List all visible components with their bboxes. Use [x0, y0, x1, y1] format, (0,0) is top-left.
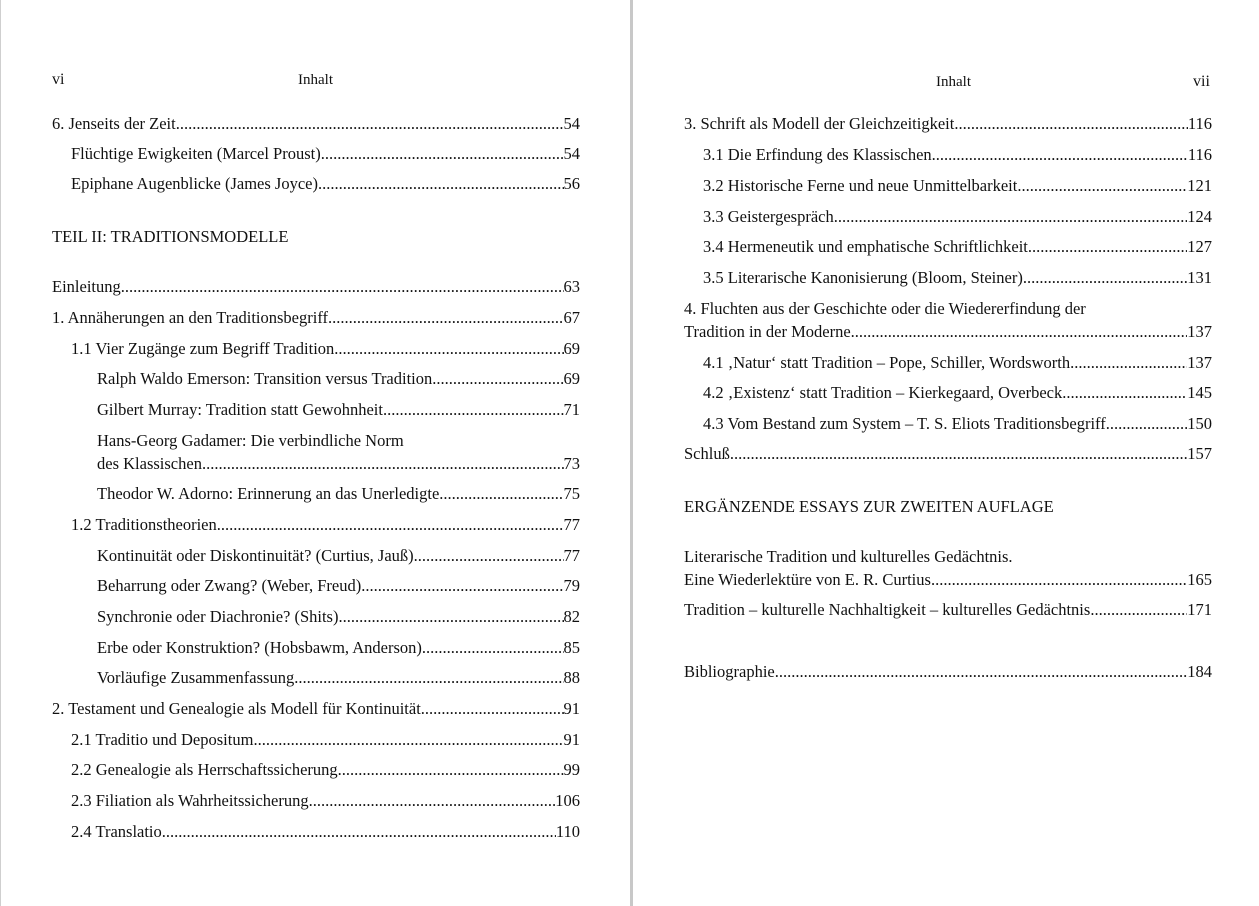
leader-dots — [1106, 413, 1187, 436]
right-page — [633, 0, 1259, 906]
toc-entry-title: Kontinuität oder Diskontinuität? (Curtius, Jauß) — [97, 546, 414, 565]
leader-dots — [931, 569, 1187, 592]
toc-entry[interactable] — [71, 821, 580, 844]
toc-entry-page: 69 — [563, 339, 580, 358]
toc-entry[interactable] — [71, 759, 580, 782]
leader-dots — [439, 483, 563, 506]
leader-dots — [775, 661, 1188, 684]
toc-entry-page: 131 — [1187, 268, 1212, 287]
toc-entry-page: 85 — [563, 638, 580, 657]
toc-entry-page: 79 — [563, 576, 580, 595]
toc-entry-page: 63 — [563, 277, 580, 296]
toc-entry[interactable] — [97, 606, 580, 629]
toc-entry-page: 73 — [563, 453, 580, 473]
toc-entry-page: 127 — [1187, 237, 1212, 256]
page-number: vi — [52, 71, 65, 88]
toc-entry-title: 3.5 Literarische Kanonisierung (Bloom, Steiner) — [703, 268, 1023, 287]
toc-entry-title: Vorläufige Zusammenfassung — [97, 668, 295, 687]
toc-entry[interactable] — [52, 698, 580, 721]
leader-dots — [1017, 175, 1187, 198]
toc-entry[interactable] — [71, 514, 580, 537]
toc-entry-page: 110 — [555, 822, 580, 841]
leader-dots — [1090, 599, 1187, 622]
toc-entry-title: 2.3 Filiation als Wahrheitssicherung — [71, 791, 309, 810]
toc-entry-title: Theodor W. Adorno: Erinnerung an das Unerledigte — [97, 484, 440, 503]
toc-entry[interactable] — [703, 382, 1212, 405]
part-heading: ERGÄNZENDE ESSAYS ZUR ZWEITEN AUFLAGE — [684, 497, 1054, 516]
toc-entry-page: 71 — [563, 400, 580, 419]
toc-entry[interactable] — [71, 729, 580, 752]
toc-entry[interactable] — [71, 173, 580, 196]
toc-entry-title: Bibliographie — [684, 662, 775, 681]
leader-dots — [383, 399, 564, 422]
toc-entry-page: 56 — [563, 174, 580, 193]
toc-entry-title: 2.1 Traditio und Depositum — [71, 730, 254, 749]
leader-dots — [121, 276, 564, 299]
leader-dots — [361, 575, 563, 598]
leader-dots — [328, 307, 563, 330]
table-of-contents — [633, 0, 1259, 906]
part-heading: TEIL II: TRADITIONSMODELLE — [52, 227, 289, 246]
toc-entry-title: 3.2 Historische Ferne und neue Unmittelbarkeit — [703, 176, 1018, 195]
toc-entry[interactable] — [97, 483, 580, 506]
toc-entry-title: 3.3 Geistergespräch — [703, 207, 834, 226]
leader-dots — [1062, 382, 1187, 405]
toc-entry-title: 2.2 Genealogie als Herrschaftssicherung — [71, 760, 338, 779]
leader-dots — [851, 321, 1188, 344]
toc-entry[interactable] — [71, 143, 580, 166]
toc-entry[interactable] — [703, 144, 1212, 167]
toc-entry-title: 2.4 Translatio — [71, 822, 162, 841]
leader-dots — [414, 545, 564, 568]
toc-entry-title: 3.1 Die Erfindung des Klassischen — [703, 145, 932, 164]
toc-entry-page: 116 — [1187, 114, 1212, 133]
toc-entry[interactable] — [684, 546, 1212, 591]
toc-entry-page: 67 — [563, 308, 580, 327]
toc-entry-title: Eine Wiederlektüre von E. R. Curtius — [684, 569, 931, 589]
leader-dots — [1028, 236, 1187, 259]
leader-dots — [217, 514, 564, 537]
toc-entry-title: Beharrung oder Zwang? (Weber, Freud) — [97, 576, 362, 595]
toc-entry-title: Tradition – kulturelle Nachhaltigkeit – kulturelles Gedächtnis — [684, 600, 1091, 619]
toc-entry-title: 1. Annäherungen an den Traditionsbegriff — [52, 308, 329, 327]
leader-dots — [932, 144, 1188, 167]
toc-entry-page: 184 — [1187, 662, 1212, 681]
toc-entry-title: des Klassischen — [97, 453, 202, 473]
toc-entry-title: Flüchtige Ewigkeiten (Marcel Proust) — [71, 144, 321, 163]
toc-entry-title: 4.3 Vom Bestand zum System – T. S. Eliots Traditionsbegriff — [703, 414, 1106, 433]
leader-dots — [954, 113, 1188, 136]
toc-entry[interactable] — [703, 267, 1212, 290]
toc-entry[interactable] — [684, 443, 1212, 466]
toc-entry-title: Erbe oder Konstruktion? (Hobsbawm, Anderson) — [97, 638, 422, 657]
toc-entry[interactable] — [684, 113, 1212, 136]
toc-entry-page: 121 — [1187, 176, 1212, 195]
toc-entry-page: 82 — [563, 607, 580, 626]
toc-entry-title: 1.1 Vier Zugänge zum Begriff Tradition — [71, 339, 335, 358]
toc-entry[interactable] — [71, 790, 580, 813]
running-head: Inhalt — [936, 74, 971, 90]
toc-entry-title: 2. Testament und Genealogie als Modell für Kontinuität — [52, 699, 421, 718]
toc-entry-page: 77 — [563, 546, 580, 565]
toc-entry-title: Schluß — [684, 444, 730, 463]
toc-entry-title: 4.1 ‚Natur‘ statt Tradition – Pope, Schiller, Wordsworth — [703, 353, 1071, 372]
toc-entry-page: 54 — [563, 114, 580, 133]
leader-dots — [422, 637, 564, 660]
toc-entry-page: 75 — [563, 484, 580, 503]
toc-entry-page: 124 — [1187, 207, 1212, 226]
leader-dots — [1023, 267, 1187, 290]
leader-dots — [321, 143, 564, 166]
toc-entry-page: 150 — [1187, 414, 1212, 433]
toc-entry-title-line: Literarische Tradition und kulturelles Gedächtnis. — [684, 547, 1013, 566]
toc-entry-page: 99 — [563, 760, 580, 779]
leader-dots — [834, 206, 1188, 229]
leader-dots — [421, 698, 564, 721]
leader-dots — [318, 173, 564, 196]
leader-dots — [338, 606, 563, 629]
toc-entry-page: 77 — [563, 515, 580, 534]
toc-entry[interactable] — [703, 175, 1212, 198]
toc-entry-title-line: 4. Fluchten aus der Geschichte oder die Wiedererfindung der — [684, 299, 1086, 318]
toc-entry-page: 88 — [563, 668, 580, 687]
leader-dots — [294, 667, 563, 690]
toc-entry-title: 3. Schrift als Modell der Gleichzeitigkeit — [684, 114, 955, 133]
toc-entry[interactable] — [97, 667, 580, 690]
toc-entry[interactable] — [684, 661, 1212, 684]
toc-entry-page: 91 — [563, 699, 580, 718]
toc-entry-title: Tradition in der Moderne — [684, 321, 851, 341]
toc-entry-page: 165 — [1187, 569, 1212, 589]
toc-entry-page: 157 — [1187, 444, 1212, 463]
toc-entry[interactable] — [97, 430, 580, 475]
page-number: vii — [1193, 73, 1210, 90]
toc-entry[interactable] — [703, 352, 1212, 375]
toc-entry-page: 171 — [1187, 600, 1212, 619]
leader-dots — [162, 821, 556, 844]
toc-entry-page: 116 — [1187, 145, 1212, 164]
toc-entry[interactable] — [71, 338, 580, 361]
toc-entry-title: Synchronie oder Diachronie? (Shits) — [97, 607, 339, 626]
leader-dots — [338, 759, 564, 782]
toc-entry[interactable] — [97, 368, 580, 391]
toc-entry[interactable] — [97, 637, 580, 660]
toc-entry-title: Gilbert Murray: Tradition statt Gewohnheit — [97, 400, 383, 419]
toc-entry[interactable] — [703, 413, 1212, 436]
leader-dots — [334, 338, 563, 361]
toc-entry-title: Ralph Waldo Emerson: Transition versus Tradition — [97, 369, 433, 388]
toc-entry-page: 69 — [563, 369, 580, 388]
toc-entry[interactable] — [703, 206, 1212, 229]
toc-entry-title: Epiphane Augenblicke (James Joyce) — [71, 174, 318, 193]
toc-entry-title: Einleitung — [52, 277, 121, 296]
leader-dots — [309, 790, 556, 813]
toc-entry-page: 54 — [563, 144, 580, 163]
toc-entry-page: 145 — [1187, 383, 1212, 402]
toc-entry-page: 137 — [1187, 321, 1212, 341]
toc-entry[interactable] — [97, 399, 580, 422]
toc-entry-title: 3.4 Hermeneutik und emphatische Schriftlichkeit — [703, 237, 1028, 256]
leader-dots — [253, 729, 563, 752]
toc-entry-page: 106 — [555, 791, 580, 810]
leader-dots — [1070, 352, 1187, 375]
toc-entry[interactable] — [52, 113, 580, 136]
toc-entry-title: 6. Jenseits der Zeit — [52, 114, 176, 133]
toc-entry-page: 137 — [1187, 353, 1212, 372]
toc-entry-page: 91 — [563, 730, 580, 749]
toc-entry[interactable] — [97, 545, 580, 568]
leader-dots — [176, 113, 564, 136]
toc-entry-title: 4.2 ‚Existenz‘ statt Tradition – Kierkegaard, Overbeck — [703, 383, 1063, 402]
toc-entry[interactable] — [684, 599, 1212, 622]
toc-entry[interactable] — [97, 575, 580, 598]
running-head: Inhalt — [298, 72, 333, 88]
toc-entry[interactable] — [703, 236, 1212, 259]
toc-entry-title-line: Hans-Georg Gadamer: Die verbindliche Norm — [97, 431, 404, 450]
toc-entry[interactable] — [52, 276, 580, 299]
toc-entry[interactable] — [684, 298, 1212, 343]
leader-dots — [432, 368, 563, 391]
toc-entry[interactable] — [52, 307, 580, 330]
leader-dots — [730, 443, 1187, 466]
toc-entry-title: 1.2 Traditionstheorien — [71, 515, 217, 534]
leader-dots — [202, 453, 564, 476]
